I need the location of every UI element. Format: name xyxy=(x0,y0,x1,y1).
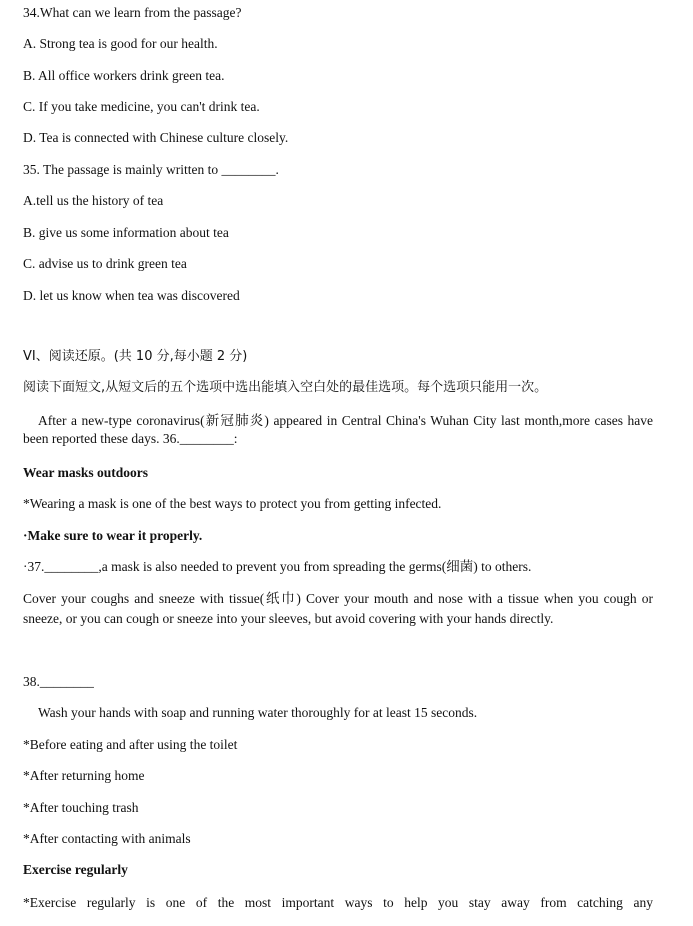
wash-item-4: *After contacting with animals xyxy=(23,831,191,846)
q34-option-b: B. All office workers drink green tea. xyxy=(23,68,225,83)
q35-option-d: D. let us know when tea was discovered xyxy=(23,288,240,303)
question-38-blank: 38.________ xyxy=(23,674,94,689)
heading-wear-masks: Wear masks outdoors xyxy=(23,465,149,480)
q34-option-a: A. Strong tea is good for our health. xyxy=(23,36,218,51)
cover-coughs-paragraph: Cover your coughs and sneeze with tissue(纸巾) Cover your mouth and nose with a tissue when you cough or sneeze, or you can cough or sneeze into your sleeves, but avoid covering with your hands directly. xyxy=(23,591,653,626)
wash-item-3: *After touching trash xyxy=(23,800,139,815)
section-6-instruction: 阅读下面短文,从短文后的五个选项中选出能填入空白处的最佳选项。每个选项只能用一次。 xyxy=(23,380,548,395)
q35-option-c: C. advise us to drink green tea xyxy=(23,256,187,271)
q34-option-c: C. If you take medicine, you can't drink tea. xyxy=(23,99,260,114)
section-6-heading: VI、阅读还原。(共 10 分,每小题 2 分) xyxy=(23,349,248,364)
wash-item-2: *After returning home xyxy=(23,768,145,783)
q35-option-a: A.tell us the history of tea xyxy=(23,193,164,208)
q34-option-d: D. Tea is connected with Chinese culture closely. xyxy=(23,130,289,145)
wash-item-1: *Before eating and after using the toilet xyxy=(23,737,238,752)
question-35-stem: 35. The passage is mainly written to ________. xyxy=(23,162,279,177)
exercise-point-1: *Exercise regularly is one of the most important ways to help you stay away from catching any xyxy=(23,895,653,910)
masks-point-1: *Wearing a mask is one of the best ways to protect you from getting infected. xyxy=(23,496,442,511)
heading-exercise: Exercise regularly xyxy=(23,862,128,877)
wash-hands-line: Wash your hands with soap and running water thoroughly for at least 15 seconds. xyxy=(38,705,478,720)
masks-point-3: ·37.________,a mask is also needed to prevent you from spreading the germs(细菌) to others. xyxy=(23,559,532,574)
question-34-stem: 34.What can we learn from the passage? xyxy=(23,5,242,20)
q35-option-b: B. give us some information about tea xyxy=(23,225,229,240)
passage-intro: After a new-type coronavirus(新冠肺炎) appeared in Central China's Wuhan City last month,more cases have been reported these days. 36.________: xyxy=(23,413,653,446)
masks-point-2: ·Make sure to wear it properly. xyxy=(23,528,203,543)
